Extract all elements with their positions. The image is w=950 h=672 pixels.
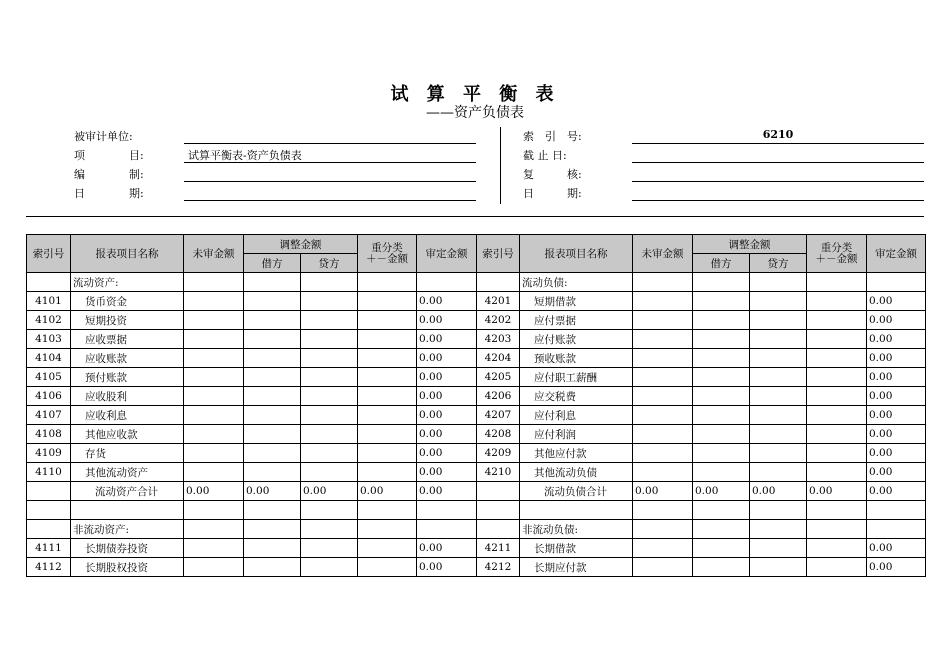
cell-left-reclass[interactable] — [358, 292, 417, 311]
cell-left-audited[interactable]: 0.00 — [417, 311, 477, 330]
cell-left-audited[interactable] — [417, 520, 477, 539]
cell-right-item[interactable]: 应付票据 — [520, 311, 633, 330]
cell-left-debit[interactable] — [244, 330, 301, 349]
cell-right-item[interactable]: 应付职工薪酬 — [520, 368, 633, 387]
table-row — [27, 463, 926, 482]
cell-left-reclass[interactable]: 0.00 — [358, 482, 417, 501]
index-no-label: 索 引 号: — [523, 130, 582, 143]
cell-right-audited[interactable]: 0.00 — [867, 444, 926, 463]
cell-right-audited[interactable]: 0.00 — [867, 558, 926, 577]
col-adjust-left: 调整金额 — [244, 235, 358, 254]
cell-right-reclass[interactable] — [807, 311, 867, 330]
col-index-right: 索引号 — [477, 235, 520, 273]
col-index-left: 索引号 — [27, 235, 71, 273]
cell-left-item[interactable]: 其他流动资产 — [71, 463, 184, 482]
cell-right-unaudited[interactable] — [633, 349, 693, 368]
index-no-value[interactable]: 6210 — [762, 128, 794, 141]
cell-left-reclass[interactable] — [358, 330, 417, 349]
cell-right-item[interactable]: 其他应付款 — [520, 444, 633, 463]
cell-right-audited[interactable]: 0.00 — [867, 387, 926, 406]
cell-right-debit[interactable] — [693, 273, 750, 292]
cell-left-unaudited[interactable] — [184, 311, 244, 330]
cell-left-unaudited[interactable] — [184, 425, 244, 444]
cell-left-debit[interactable] — [244, 539, 301, 558]
cell-left-index[interactable]: 4104 — [27, 349, 71, 368]
cell-right-item[interactable]: 短期借款 — [520, 292, 633, 311]
cell-left-item[interactable]: 存货 — [71, 444, 184, 463]
cell-left-index[interactable]: 4108 — [27, 425, 71, 444]
cell-left-debit[interactable]: 0.00 — [244, 482, 301, 501]
table-row — [27, 444, 926, 463]
cell-left-debit[interactable] — [244, 368, 301, 387]
col-item-left: 报表项目名称 — [71, 235, 184, 273]
cell-left-reclass[interactable] — [358, 501, 417, 520]
cell-left-index[interactable]: 4102 — [27, 311, 71, 330]
cell-right-reclass[interactable] — [807, 330, 867, 349]
cell-right-item[interactable]: 预收账款 — [520, 349, 633, 368]
cell-right-debit[interactable] — [693, 425, 750, 444]
cell-left-debit[interactable] — [244, 292, 301, 311]
cell-left-index[interactable]: 4111 — [27, 539, 71, 558]
table-row — [27, 368, 926, 387]
cell-right-index[interactable]: 4208 — [477, 425, 520, 444]
cell-right-reclass[interactable] — [807, 425, 867, 444]
cell-right-index[interactable]: 4212 — [477, 558, 520, 577]
cell-right-audited[interactable]: 0.00 — [867, 425, 926, 444]
col-audited-right: 审定金额 — [867, 235, 926, 273]
table-row — [27, 425, 926, 444]
cell-right-unaudited[interactable] — [633, 387, 693, 406]
cell-right-reclass[interactable] — [807, 444, 867, 463]
cell-left-audited[interactable]: 0.00 — [417, 349, 477, 368]
cell-right-audited[interactable] — [867, 520, 926, 539]
col-debit-right: 借方 — [693, 254, 750, 273]
cell-left-unaudited[interactable] — [184, 349, 244, 368]
cell-left-debit[interactable] — [244, 387, 301, 406]
cell-left-index[interactable]: 4105 — [27, 368, 71, 387]
cell-right-index[interactable] — [477, 520, 520, 539]
cell-left-item[interactable]: 应收账款 — [71, 349, 184, 368]
cell-right-index[interactable]: 4209 — [477, 444, 520, 463]
cell-left-credit[interactable] — [301, 539, 358, 558]
cell-right-credit[interactable] — [750, 425, 807, 444]
cell-right-credit[interactable] — [750, 406, 807, 425]
cell-right-audited[interactable]: 0.00 — [867, 311, 926, 330]
cell-right-index[interactable]: 4206 — [477, 387, 520, 406]
cell-right-credit[interactable] — [750, 463, 807, 482]
cell-right-audited[interactable]: 0.00 — [867, 330, 926, 349]
cell-right-credit[interactable] — [750, 387, 807, 406]
cell-left-debit[interactable] — [244, 349, 301, 368]
cell-left-debit[interactable] — [244, 501, 301, 520]
cell-left-unaudited[interactable] — [184, 501, 244, 520]
cell-right-credit[interactable] — [750, 349, 807, 368]
cell-left-unaudited[interactable]: 0.00 — [184, 482, 244, 501]
cell-right-item[interactable]: 流动负债合计 — [520, 482, 633, 501]
cell-left-unaudited[interactable] — [184, 368, 244, 387]
cell-right-reclass[interactable] — [807, 558, 867, 577]
table-row — [27, 520, 926, 539]
cell-right-index[interactable]: 4202 — [477, 311, 520, 330]
cell-right-unaudited[interactable] — [633, 539, 693, 558]
cell-right-index[interactable]: 4207 — [477, 406, 520, 425]
cell-right-credit[interactable] — [750, 292, 807, 311]
cell-right-audited[interactable] — [867, 273, 926, 292]
col-unaudited-right: 未审金额 — [633, 235, 693, 273]
cell-right-index[interactable]: 4211 — [477, 539, 520, 558]
cell-left-reclass[interactable] — [358, 520, 417, 539]
cell-left-item[interactable]: 流动资产合计 — [71, 482, 184, 501]
col-audited-left: 审定金额 — [417, 235, 477, 273]
cell-left-credit[interactable]: 0.00 — [301, 482, 358, 501]
table-row — [27, 501, 926, 520]
cell-right-audited[interactable]: 0.00 — [867, 368, 926, 387]
cell-left-reclass[interactable] — [358, 425, 417, 444]
cell-left-debit[interactable] — [244, 425, 301, 444]
cell-right-reclass[interactable] — [807, 406, 867, 425]
cell-right-credit[interactable] — [750, 311, 807, 330]
cell-right-reclass[interactable] — [807, 463, 867, 482]
cell-left-audited[interactable]: 0.00 — [417, 463, 477, 482]
cell-right-item[interactable]: 流动负债: — [520, 273, 633, 292]
table-row — [27, 330, 926, 349]
cell-left-index[interactable]: 4106 — [27, 387, 71, 406]
audited-unit-label: 被审计单位: — [74, 130, 133, 143]
cell-left-item[interactable]: 预付账款 — [71, 368, 184, 387]
table-row — [27, 311, 926, 330]
cell-right-index[interactable]: 4201 — [477, 292, 520, 311]
cell-left-reclass[interactable] — [358, 406, 417, 425]
table-row — [27, 292, 926, 311]
cell-right-unaudited[interactable] — [633, 425, 693, 444]
cell-right-debit[interactable] — [693, 444, 750, 463]
cell-left-unaudited[interactable] — [184, 273, 244, 292]
cell-right-unaudited[interactable] — [633, 501, 693, 520]
cutoff-date-label: 截 止 日: — [523, 149, 567, 162]
cell-left-item[interactable]: 应收股利 — [71, 387, 184, 406]
cell-right-credit[interactable] — [750, 539, 807, 558]
cell-left-credit[interactable] — [301, 292, 358, 311]
cell-left-reclass[interactable] — [358, 463, 417, 482]
cell-left-audited[interactable]: 0.00 — [417, 539, 477, 558]
cell-left-item[interactable]: 流动资产: — [71, 273, 184, 292]
cell-right-item[interactable]: 非流动负债: — [520, 520, 633, 539]
cell-left-debit[interactable] — [244, 311, 301, 330]
cell-left-index[interactable] — [27, 482, 71, 501]
cell-right-debit[interactable] — [693, 558, 750, 577]
header-divider — [26, 216, 924, 217]
cell-right-index[interactable]: 4210 — [477, 463, 520, 482]
cell-left-debit[interactable] — [244, 444, 301, 463]
cell-left-unaudited[interactable] — [184, 463, 244, 482]
cell-left-item[interactable]: 应收利息 — [71, 406, 184, 425]
cell-right-item[interactable] — [520, 501, 633, 520]
cell-right-item[interactable]: 长期应付款 — [520, 558, 633, 577]
cell-left-audited[interactable]: 0.00 — [417, 444, 477, 463]
cell-left-unaudited[interactable] — [184, 558, 244, 577]
cell-right-item[interactable]: 其他流动负债 — [520, 463, 633, 482]
cell-right-index[interactable]: 4205 — [477, 368, 520, 387]
cell-right-debit[interactable] — [693, 539, 750, 558]
cell-right-unaudited[interactable] — [633, 558, 693, 577]
cell-left-index[interactable]: 4109 — [27, 444, 71, 463]
table-body — [27, 273, 926, 577]
cell-left-index[interactable]: 4103 — [27, 330, 71, 349]
table-row — [27, 273, 926, 292]
cell-left-audited[interactable]: 0.00 — [417, 482, 477, 501]
cell-left-index[interactable]: 4112 — [27, 558, 71, 577]
cell-left-credit[interactable] — [301, 558, 358, 577]
cell-left-reclass[interactable] — [358, 311, 417, 330]
table-row — [27, 349, 926, 368]
cell-left-reclass[interactable] — [358, 273, 417, 292]
table-row — [27, 387, 926, 406]
cell-right-audited[interactable]: 0.00 — [867, 482, 926, 501]
cell-right-index[interactable] — [477, 273, 520, 292]
cell-left-item[interactable]: 短期投资 — [71, 311, 184, 330]
cell-left-item[interactable]: 应收票据 — [71, 330, 184, 349]
cell-right-audited[interactable]: 0.00 — [867, 406, 926, 425]
cell-left-credit[interactable] — [301, 330, 358, 349]
cell-right-credit[interactable] — [750, 520, 807, 539]
cell-left-credit[interactable] — [301, 387, 358, 406]
cell-right-debit[interactable] — [693, 387, 750, 406]
cell-right-reclass[interactable] — [807, 387, 867, 406]
cell-right-audited[interactable]: 0.00 — [867, 349, 926, 368]
cell-left-unaudited[interactable] — [184, 444, 244, 463]
cell-right-reclass[interactable] — [807, 273, 867, 292]
table-row — [27, 539, 926, 558]
review-date-label: 日 期: — [523, 187, 582, 200]
cell-left-index[interactable]: 4101 — [27, 292, 71, 311]
cell-right-audited[interactable] — [867, 501, 926, 520]
cell-left-credit[interactable] — [301, 349, 358, 368]
cell-left-unaudited[interactable] — [184, 292, 244, 311]
audited-unit-line — [184, 143, 476, 144]
cell-right-unaudited[interactable] — [633, 292, 693, 311]
cell-right-item[interactable]: 应交税费 — [520, 387, 633, 406]
cell-right-credit[interactable] — [750, 444, 807, 463]
cell-right-index[interactable] — [477, 501, 520, 520]
cell-right-unaudited[interactable] — [633, 311, 693, 330]
project-value[interactable]: 试算平衡表-资产负债表 — [188, 149, 302, 162]
preparer-line — [184, 181, 476, 182]
cell-right-reclass[interactable] — [807, 368, 867, 387]
preparer-label: 编 制: — [74, 168, 144, 181]
cell-left-audited[interactable] — [417, 501, 477, 520]
cell-right-credit[interactable]: 0.00 — [750, 482, 807, 501]
cell-right-debit[interactable] — [693, 330, 750, 349]
cell-left-audited[interactable]: 0.00 — [417, 425, 477, 444]
cell-left-audited[interactable]: 0.00 — [417, 387, 477, 406]
cell-right-reclass[interactable] — [807, 349, 867, 368]
cell-left-audited[interactable] — [417, 273, 477, 292]
cell-right-unaudited[interactable] — [633, 330, 693, 349]
cell-left-audited[interactable]: 0.00 — [417, 368, 477, 387]
cell-right-credit[interactable] — [750, 273, 807, 292]
col-unaudited-left: 未审金额 — [184, 235, 244, 273]
cell-right-index[interactable] — [477, 482, 520, 501]
trial-balance-table — [26, 234, 926, 577]
cell-right-debit[interactable] — [693, 463, 750, 482]
cell-left-reclass[interactable] — [358, 349, 417, 368]
cell-right-debit[interactable] — [693, 406, 750, 425]
cell-right-item[interactable]: 应付账款 — [520, 330, 633, 349]
cell-right-reclass[interactable]: 0.00 — [807, 482, 867, 501]
cell-right-unaudited[interactable]: 0.00 — [633, 482, 693, 501]
col-debit-left: 借方 — [244, 254, 301, 273]
cell-right-credit[interactable] — [750, 501, 807, 520]
cell-right-item[interactable]: 应付利息 — [520, 406, 633, 425]
cell-left-audited[interactable]: 0.00 — [417, 330, 477, 349]
cell-right-unaudited[interactable] — [633, 463, 693, 482]
cell-left-debit[interactable] — [244, 463, 301, 482]
cell-left-item[interactable]: 其他应收款 — [71, 425, 184, 444]
cell-right-reclass[interactable] — [807, 292, 867, 311]
project-label: 项 目: — [74, 149, 144, 162]
cell-left-credit[interactable] — [301, 311, 358, 330]
col-adjust-right: 调整金额 — [693, 235, 807, 254]
cell-right-reclass[interactable] — [807, 501, 867, 520]
cell-right-index[interactable]: 4204 — [477, 349, 520, 368]
cell-left-credit[interactable] — [301, 501, 358, 520]
cell-right-reclass[interactable] — [807, 539, 867, 558]
cell-left-reclass[interactable] — [358, 368, 417, 387]
cell-left-unaudited[interactable] — [184, 520, 244, 539]
cell-left-credit[interactable] — [301, 273, 358, 292]
cell-right-audited[interactable]: 0.00 — [867, 292, 926, 311]
cell-right-reclass[interactable] — [807, 520, 867, 539]
index-no-line — [632, 143, 924, 144]
reviewer-line — [632, 181, 924, 182]
cell-left-credit[interactable] — [301, 520, 358, 539]
cell-right-credit[interactable] — [750, 368, 807, 387]
review-date-line — [632, 200, 924, 201]
col-credit-right: 贷方 — [750, 254, 807, 273]
prepare-date-label: 日 期: — [74, 187, 144, 200]
cell-left-unaudited[interactable] — [184, 539, 244, 558]
cell-left-audited[interactable]: 0.00 — [417, 558, 477, 577]
table-row — [27, 406, 926, 425]
cell-left-item[interactable]: 货币资金 — [71, 292, 184, 311]
table-row — [27, 558, 926, 577]
prepare-date-line — [184, 200, 476, 201]
cell-left-item[interactable]: 非流动资产: — [71, 520, 184, 539]
cell-left-reclass[interactable] — [358, 387, 417, 406]
cell-left-audited[interactable]: 0.00 — [417, 292, 477, 311]
col-credit-left: 贷方 — [301, 254, 358, 273]
cell-left-unaudited[interactable] — [184, 406, 244, 425]
cell-left-reclass[interactable] — [358, 558, 417, 577]
cell-right-unaudited[interactable] — [633, 520, 693, 539]
cell-left-credit[interactable] — [301, 406, 358, 425]
cell-left-index[interactable]: 4107 — [27, 406, 71, 425]
cell-left-credit[interactable] — [301, 368, 358, 387]
cell-right-debit[interactable] — [693, 292, 750, 311]
cell-left-debit[interactable] — [244, 406, 301, 425]
page-subtitle: ——资产负债表 — [426, 105, 524, 121]
cell-left-audited[interactable]: 0.00 — [417, 406, 477, 425]
cell-right-unaudited[interactable] — [633, 368, 693, 387]
cell-right-debit[interactable] — [693, 368, 750, 387]
cell-right-debit[interactable] — [693, 311, 750, 330]
table-row — [27, 482, 926, 501]
cell-left-index[interactable] — [27, 273, 71, 292]
cell-left-debit[interactable] — [244, 558, 301, 577]
cell-left-index[interactable] — [27, 520, 71, 539]
cell-right-unaudited[interactable] — [633, 406, 693, 425]
cell-left-reclass[interactable] — [358, 539, 417, 558]
cell-right-unaudited[interactable] — [633, 273, 693, 292]
col-reclass-left: 重分类 ＋－金额 — [358, 235, 417, 273]
cell-right-index[interactable]: 4203 — [477, 330, 520, 349]
page-title: 试 算 平 衡 表 — [390, 84, 560, 105]
cell-left-item[interactable]: 长期债券投资 — [71, 539, 184, 558]
cell-left-index[interactable]: 4110 — [27, 463, 71, 482]
cell-right-debit[interactable] — [693, 501, 750, 520]
cell-left-reclass[interactable] — [358, 444, 417, 463]
cell-left-credit[interactable] — [301, 463, 358, 482]
cell-right-debit[interactable]: 0.00 — [693, 482, 750, 501]
cell-right-credit[interactable] — [750, 330, 807, 349]
cell-left-debit[interactable] — [244, 273, 301, 292]
cell-right-debit[interactable] — [693, 349, 750, 368]
cell-right-audited[interactable]: 0.00 — [867, 539, 926, 558]
cell-left-credit[interactable] — [301, 425, 358, 444]
cell-right-item[interactable]: 应付利润 — [520, 425, 633, 444]
cell-right-item[interactable]: 长期借款 — [520, 539, 633, 558]
header-separator — [500, 127, 501, 204]
cell-left-item[interactable]: 长期股权投资 — [71, 558, 184, 577]
cell-left-debit[interactable] — [244, 520, 301, 539]
col-reclass-right: 重分类 ＋－金额 — [807, 235, 867, 273]
cell-right-credit[interactable] — [750, 558, 807, 577]
cell-left-item[interactable] — [71, 501, 184, 520]
cell-left-unaudited[interactable] — [184, 387, 244, 406]
cell-right-audited[interactable]: 0.00 — [867, 463, 926, 482]
cell-left-index[interactable] — [27, 501, 71, 520]
cutoff-date-line — [632, 162, 924, 163]
cell-left-unaudited[interactable] — [184, 330, 244, 349]
cell-right-debit[interactable] — [693, 520, 750, 539]
reviewer-label: 复 核: — [523, 168, 582, 181]
cell-right-unaudited[interactable] — [633, 444, 693, 463]
col-item-right: 报表项目名称 — [520, 235, 633, 273]
cell-left-credit[interactable] — [301, 444, 358, 463]
